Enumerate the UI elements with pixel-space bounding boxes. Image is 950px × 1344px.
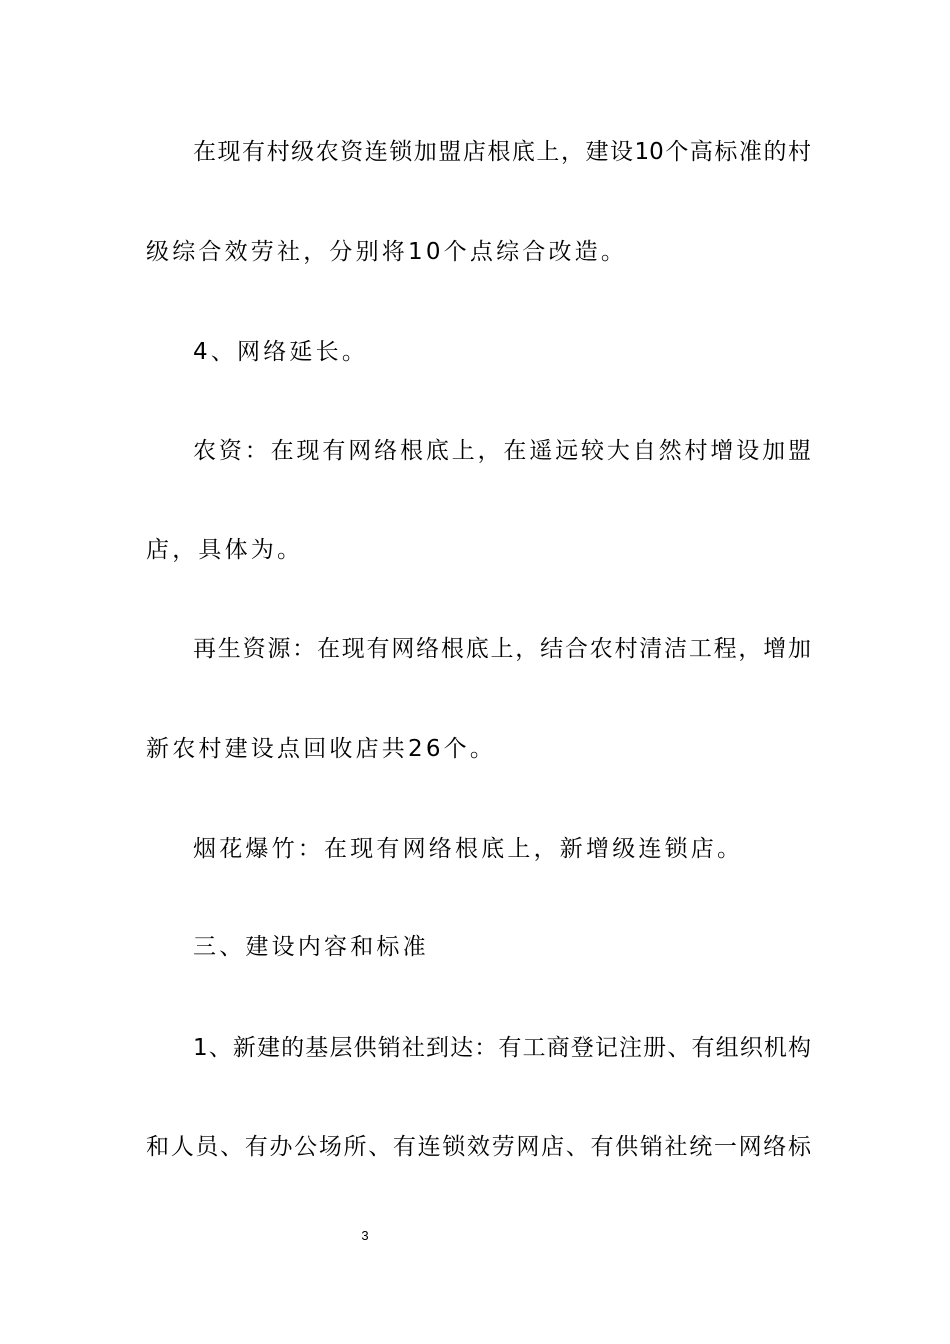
page-number: 3 (361, 1228, 369, 1243)
paragraph-line: 店，具体为。 (146, 537, 304, 563)
paragraph-line: 1、新建的基层供销社到达：有工商登记注册、有组织机构 (193, 1035, 811, 1061)
paragraph-line: 新农村建设点回收店共26个。 (146, 736, 497, 762)
section-heading: 三、建设内容和标准 (193, 934, 429, 960)
paragraph-line: 农资：在现有网络根底上，在遥远较大自然村增设加盟 (193, 438, 811, 464)
paragraph-line: 再生资源：在现有网络根底上，结合农村清洁工程，增加 (193, 636, 811, 662)
paragraph-line: 和人员、有办公场所、有连锁效劳网店、有供销社统一网络标 (146, 1134, 811, 1160)
paragraph-line: 4、网络延长。 (193, 339, 369, 365)
paragraph-line: 级综合效劳社，分别将10个点综合改造。 (146, 239, 628, 265)
paragraph-line: 烟花爆竹：在现有网络根底上，新增级连锁店。 (193, 836, 744, 862)
paragraph-line: 在现有村级农资连锁加盟店根底上，建设10个高标准的村 (193, 139, 811, 165)
